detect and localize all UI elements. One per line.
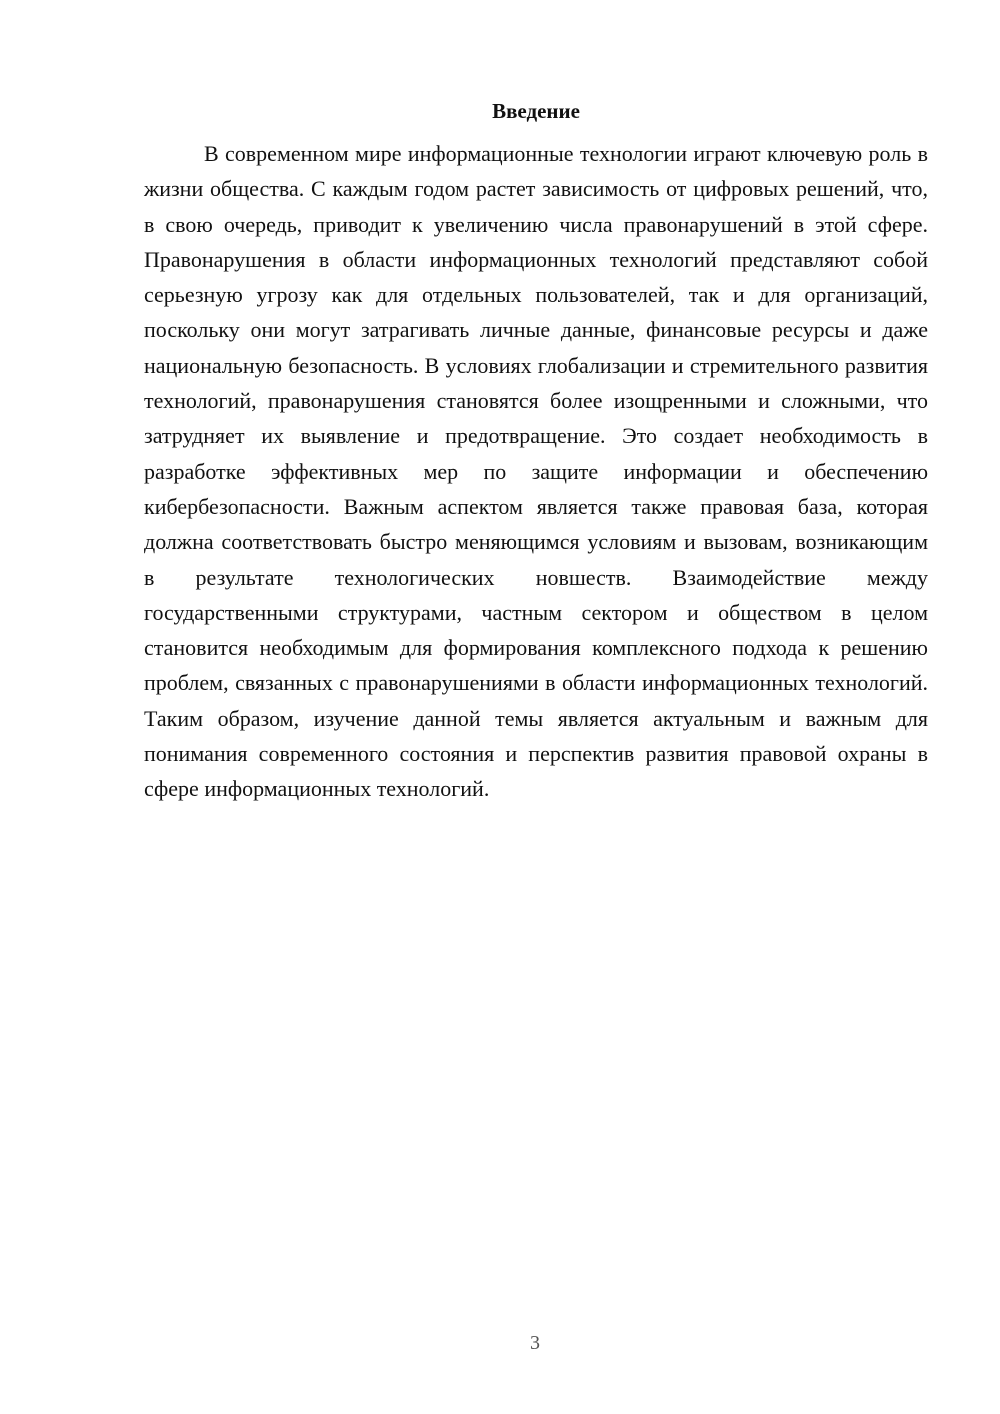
page-number: 3 [530,1332,540,1354]
page-content [144,94,928,807]
section-heading: Введение [492,99,580,123]
body-paragraph: В современном мире информационные технологии играют ключевую роль в жизни общества. С каждым годом растет зависимость от цифровых решений, что, в свою очередь, приводит к увеличению числа правонарушений в этой сфере. Правонарушения в области информационных технологий представляют собой серьезную угрозу как для отдельных пользователей, так и для организаций, поскольку они могут затрагивать личные данные, финансовые ресурсы и даже национальную безопасность. В условиях глобализации и стремительного развития технологий, правонарушения становятся более изощренными и сложными, что затрудняет их выявление и предотвращение. Это создает необходимость в разработке эффективных мер по защите информации и обеспечению кибербезопасности. Важным аспектом является также правовая база, которая должна соответствовать быстро меняющимся условиям и вызовам, возникающим в результате технологических новшеств. Взаимодействие между государственными структурами, частным сектором и обществом в целом становится необходимым для формирования комплексного подхода к решению проблем, связанных с правонарушениями в области информационных технологий. Таким образом, изучение данной темы является актуальным и важным для понимания современного состояния и перспектив развития правовой охраны в сфере информационных технологий. [144,141,928,802]
